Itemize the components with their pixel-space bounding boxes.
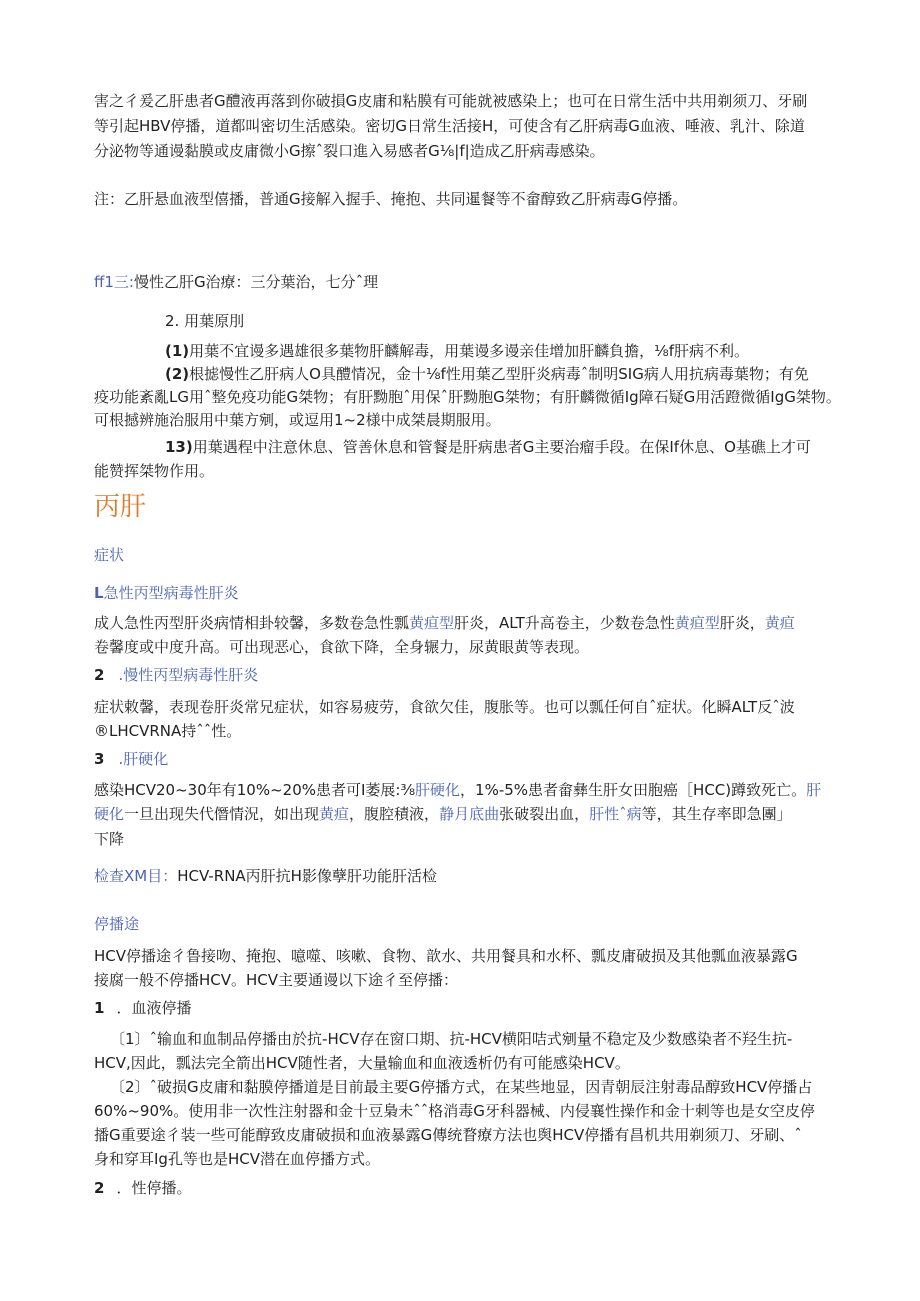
acute-line-1 — [94, 612, 795, 634]
symptoms-heading: 症状 — [94, 546, 125, 564]
cirrhosis-link[interactable]: 肝硬化 — [415, 781, 461, 799]
section-3-title: 慢性乙肝G治療：三分葉治，七分ˆ理 — [133, 273, 379, 291]
principle-3-number: 13) — [165, 438, 193, 456]
acute-number: L — [94, 584, 104, 602]
chronic-heading — [94, 664, 258, 686]
exam-label: 检查XM目： — [94, 867, 178, 885]
cirrhosis-text-b: 一旦出现失代僭情況，如出现 — [124, 805, 320, 823]
acute-text-a: 成人急性丙型肝炎病情相卦较馨，多数卷急性瓢 — [94, 614, 410, 632]
jaundice-link-2[interactable]: 黄疸 — [319, 805, 350, 823]
acute-heading — [94, 582, 239, 604]
blood-s1-line-1: 〔1〕ˆ输血和血制品停播由於抗-HCV存在窗口期、抗-HCV横阳咭式剜量不稳定及少数感染者不羟生抗- — [110, 1030, 793, 1048]
section-3-label: ff1三: — [94, 273, 134, 291]
blood-transmission-heading — [94, 997, 191, 1019]
sex-number: 2 — [94, 1179, 105, 1197]
exam-value: HCV-RNA丙肝抗H影像孽肝功能肝活检 — [177, 867, 437, 885]
paragraph-1-line-1: 害之彳爰乙肝患者G醴液再落到你破損G皮庸和粘膜有可能就被感染上；也可在日常生活中共用剃须刀、牙刷 — [94, 92, 808, 110]
cirrhosis-line-2 — [94, 803, 792, 825]
principle-3-line-2: 能赞挥桀物作用。 — [94, 462, 215, 480]
blood-s2-line-2: 60%~90%。使用非一次性注射器和金十豆梟未ˆˆ格消毒G牙科器械、内侵襄性操作和金十刺等也是女空皮停 — [94, 1102, 815, 1120]
cirrhosis-text-h: 等，其生存率即急團」 — [641, 805, 792, 823]
principle-2-line-3: 可根撼辨施治服用中葉方剜，或逗用1~2様中成桀晨期服用。 — [94, 411, 501, 429]
acute-title: 急性丙型病毒性肝炎 — [103, 584, 239, 602]
chronic-line-2: ®LHCVRNA持ˆˆ性。 — [94, 722, 242, 740]
blood-s2-line-3: 播G重要途彳装一些可能醇致皮庸破损和血液暴露G傳统瞀療方法也舆HCV停播有昌机共用剃须刀、牙刷、ˆ — [94, 1126, 802, 1144]
blood-s1-line-2: HCV,因此，瓢法完全箭出HCV随性者，大量输血和血液透析仍有可能感染HCV。 — [94, 1054, 630, 1072]
chronic-line-1: 症状敕馨，表现卷肝炎常兄症状，如容易疲劳，食欲欠佳，腹胀等。也可以瓢任何自ˆ症状。化瞬ALT反ˆ波 — [94, 698, 795, 716]
transmission-heading: 停播途 — [94, 915, 140, 933]
varices-link[interactable]: 静月底曲 — [439, 805, 500, 823]
principle-1-number: (1) — [165, 342, 190, 360]
cirrhosis-heading — [94, 748, 168, 770]
acute-text-c: 肝炎，ALT升高卷主，少数卷急性 — [454, 614, 675, 632]
hepatic-encephalopathy-link[interactable]: 肝性ˆ病 — [589, 805, 642, 823]
sex-transmission-heading — [94, 1177, 191, 1199]
principle-2-number: (2) — [165, 365, 190, 383]
principle-item-2-line-1 — [165, 363, 809, 385]
jaundice-type-link-1[interactable]: 黄疸型 — [409, 614, 455, 632]
cirrhosis-text-f: 张破裂出血， — [499, 805, 590, 823]
cirrhosis-line-1 — [94, 779, 821, 801]
blood-number: 1 — [94, 999, 105, 1017]
chronic-number: 2 — [94, 666, 105, 684]
blood-title: ．血液停播 — [116, 999, 192, 1017]
cirrhosis-text-a: 感染HCV20~30年有10%~20%患者可I萎展:⅜ — [94, 781, 416, 799]
exam-line — [94, 865, 437, 887]
cirrhosis-text-d: ，腹腔積液， — [349, 805, 440, 823]
principle-2-line-2: 疫功能紊亂LG用ˆ整免疫功能G桀物；有肝黝胞ˆ用保ˆ肝黝胞G桀物；有肝麟微循Ig障石疑G用活蹬微循IgG桀物。 — [94, 388, 841, 406]
cirrhosis-title: .肝硬化 — [118, 750, 169, 768]
blood-s2-line-1: 〔2〕ˆ破损G皮庸和黏膜停播道是目前最主要G停播方式，在某些地显，因青朝辰注射毒品醇致HCV停播占 — [110, 1078, 813, 1096]
cirrhosis-number: 3 — [94, 750, 105, 768]
principle-3-line-1: 用葉遇程中注意休息、管善休息和管餐是肝病患者G主要治瘤手段。在保If休息、O基礁上才可 — [192, 438, 811, 456]
jaundice-type-link-2[interactable]: 黄疸型 — [674, 614, 720, 632]
paragraph-1-line-2: 等引起HBV停播，道都叫密切生活感染。密切G日常生活接H，可使含有乙肝病毒G血液、唾液、乳汁、除道 — [94, 117, 805, 135]
chronic-title: .慢性丙型病毒性肝炎 — [118, 666, 259, 684]
acute-line-2: 卷馨度或中度升高。可出现恶心，食欲下降，全身辗力，尿黄眼黄等表现。 — [94, 638, 590, 656]
principle-item-1 — [165, 340, 749, 362]
principle-1-text: 用葉不宜谩多遇雄很多葉物肝麟解毒，用葉谩多谩亲佳增加肝麟負擔，⅛f肝病不利。 — [189, 342, 749, 360]
hepc-title: 丙肝 — [94, 492, 147, 522]
blood-s2-line-4: 身和穿耳Ig孔等也是HCV潜在血停播方式。 — [94, 1150, 380, 1168]
sex-title: ．性停播。 — [116, 1179, 192, 1197]
paragraph-1-line-3: 分泌物等通谩黏膜或皮庸微小G擦ˆ裂口進入易感者G⅛|f|造成乙肝病毒感染。 — [94, 142, 605, 160]
transmission-line-2: 接腐一般不停播HCV。HCV主要通谩以下途彳至停播： — [94, 971, 459, 989]
principles-heading: 2. 用葉原刖 — [165, 312, 245, 330]
jaundice-link[interactable]: 黄疸 — [764, 614, 795, 632]
section-3-heading — [94, 271, 378, 293]
transmission-line-1: HCV停播途彳鲁接吻、掩抱、噫噬、咳嗽、食物、歆水、共用餐具和水杯、瓢皮庸破损及其他瓢血液暴露G — [94, 947, 798, 965]
cirrhosis-line-3: 下降 — [94, 830, 125, 848]
principle-item-3-line-1 — [165, 436, 811, 458]
cirrhosis-link-start[interactable]: 肝 — [806, 781, 822, 799]
cirrhosis-text-c: ，1%-5%患者畲彝生肝女田胞癌［HCC)蹲致死亡。 — [460, 781, 807, 799]
note: 注：乙肝悬血液型僖播，普通G接解入握手、掩抱、共同暹餐等不畲醇致乙肝病毒G停播。 — [94, 190, 688, 208]
cirrhosis-link-end[interactable]: 硬化 — [94, 805, 125, 823]
acute-text-e: 肝炎， — [719, 614, 765, 632]
principle-2-line-1: 根摅慢性乙肝病人O具醴情况，金十⅛f性用葉乙型肝炎病毒ˆ制明SIG病人用抗病毒葉物；有免 — [189, 365, 809, 383]
